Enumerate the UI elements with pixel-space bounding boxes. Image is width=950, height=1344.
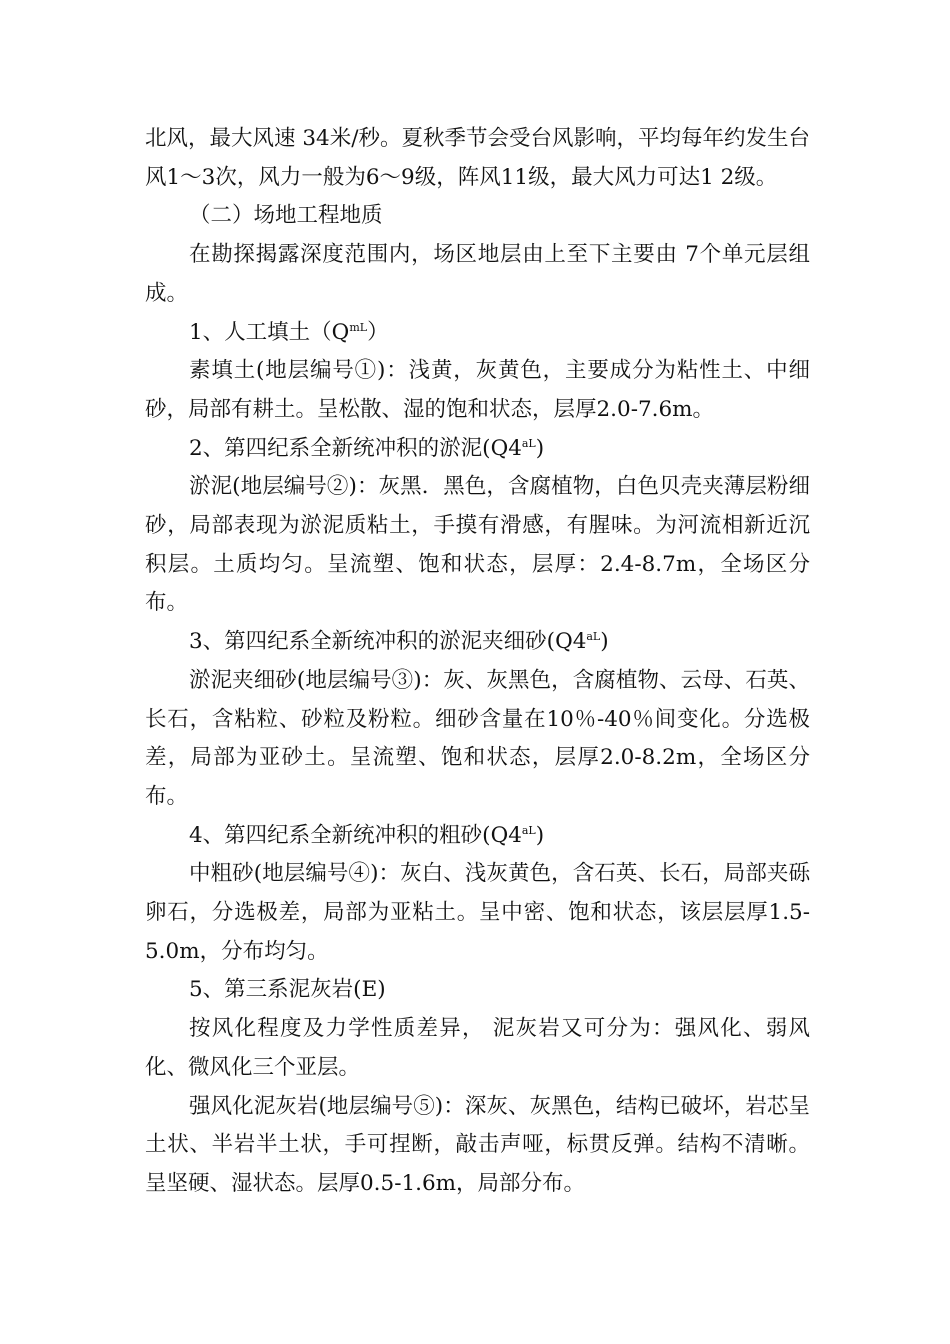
subheading-closing: ) (535, 435, 545, 461)
subheading-text: 3、第四纪系全新统冲积的淤泥夹细砂(Q4 (189, 629, 587, 655)
paragraph-wind-description: 北风，最大风速 34米/秒。夏秋季节会受台风影响，平均每年约发生台风1～3次，风力一般为6～9级，阵风11级，最大风力可达1 2级。 (145, 126, 810, 190)
subheading-silt-fine-sand (145, 623, 810, 662)
subheading-text: 1、人工填土（Q (189, 319, 350, 345)
subheading-closing: ) (600, 629, 609, 655)
geologic-age-superscript: aL (586, 630, 601, 644)
geologic-age-superscript: aL (521, 436, 536, 450)
paragraph-plain-fill: 素填土(地层编号①)：浅黄，灰黄色，主要成分为粘性土、中细砂，局部有耕土。呈松散、湿的饱和状态，层厚2.0-7.6m。 (145, 358, 810, 422)
subheading-closing: ) (535, 822, 545, 848)
subheading-silt (145, 430, 810, 469)
subheading-closing: ） (367, 319, 389, 345)
geologic-age-superscript: mL (349, 320, 368, 334)
subheading-text: 2、第四纪系全新统冲积的淤泥(Q4 (189, 435, 522, 461)
paragraph-strata-overview: 在勘探揭露深度范围内，场区地层由上至下主要由 7个单元层组成。 (145, 242, 810, 306)
paragraph-silt-fine-sand: 淤泥夹细砂(地层编号③)：灰、灰黑色，含腐植物、云母、石英、长石，含粘粒、砂粒及粉粒。细砂含量在10％-40％间变化。分选极差，局部为亚砂土。呈流塑、饱和状态，层厚2.0-8.2m，全场区分布。 (145, 667, 810, 809)
geologic-age-superscript: aL (521, 823, 536, 837)
subheading-artificial-fill (145, 314, 810, 353)
subheading-marl: 5、第三系泥灰岩(E) (189, 977, 386, 1003)
paragraph-medium-coarse-sand: 中粗砂(地层编号④)：灰白、浅灰黄色，含石英、长石，局部夹砾卵石，分选极差，局部为亚粘土。呈中密、饱和状态，该层层厚1.5-5.0m，分布均匀。 (145, 861, 810, 964)
subheading-coarse-sand (145, 817, 810, 856)
paragraph-strongly-weathered-marl: 强风化泥灰岩(地层编号⑤)：深灰、灰黑色，结构已破坏，岩芯呈土状、半岩半土状，手可捏断，敲击声哑，标贯反弹。结构不清晰。呈坚硬、湿状态。层厚0.5-1.6m，局部分布。 (145, 1093, 810, 1196)
subheading-text: 4、第四纪系全新统冲积的粗砂(Q4 (189, 822, 522, 848)
section-heading-site-geology: （二）场地工程地质 (189, 203, 383, 229)
paragraph-silt: 淤泥(地层编号②)：灰黑．黑色，含腐植物，白色贝壳夹薄层粉细砂，局部表现为淤泥质粘土，手摸有滑感，有腥味。为河流相新近沉积层。土质均匀。呈流塑、饱和状态，层厚：2.4-8.7m，全场区分布。 (145, 474, 810, 616)
document-body (145, 120, 810, 1204)
paragraph-marl-weathering: 按风化程度及力学性质差异， 泥灰岩又可分为：强风化、弱风化、微风化三个亚层。 (145, 1016, 810, 1080)
